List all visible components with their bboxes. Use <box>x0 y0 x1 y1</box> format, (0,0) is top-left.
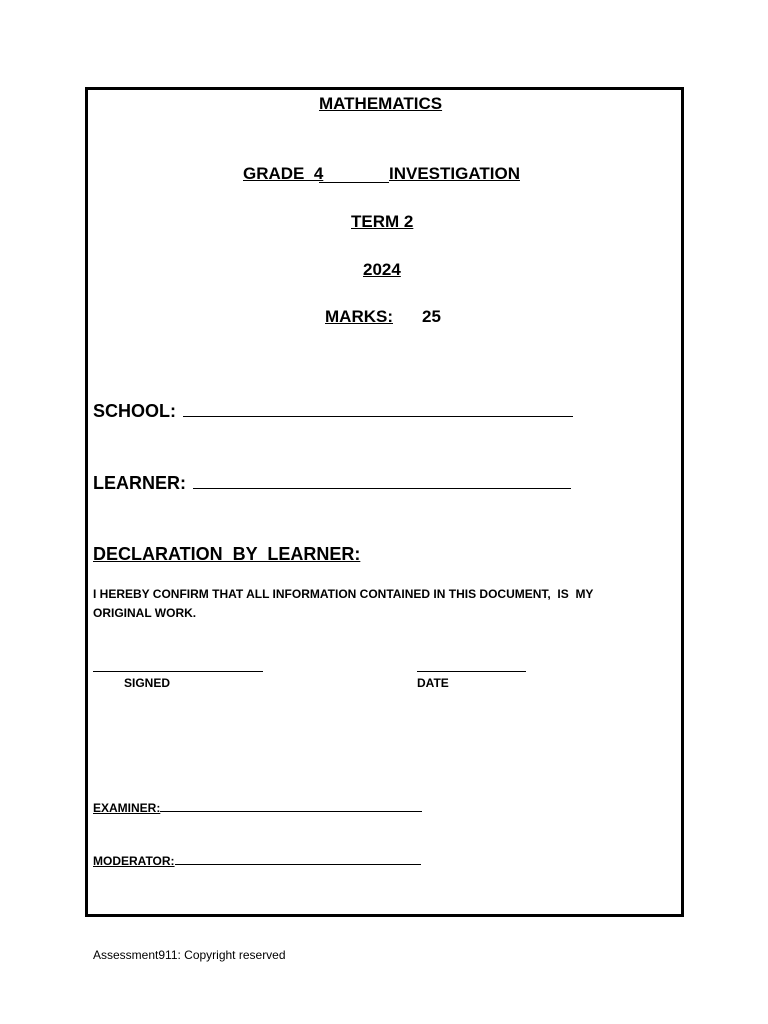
school-field <box>93 401 573 422</box>
declaration-text-line2: ORIGINAL WORK. <box>93 606 197 620</box>
marks-value: 25 <box>422 307 441 326</box>
grade-label: GRADE 4 <box>243 164 324 183</box>
moderator-field <box>93 854 421 868</box>
school-label: SCHOOL: <box>93 401 176 421</box>
signed-label: SIGNED <box>124 676 171 690</box>
learner-line <box>193 488 571 489</box>
signed-line <box>93 671 263 672</box>
examiner-field <box>93 801 422 815</box>
declaration-heading: DECLARATION BY LEARNER: <box>93 544 361 564</box>
copyright-footer: Assessment911: Copyright reserved <box>93 948 286 962</box>
subject-title: MATHEMATICS <box>319 94 443 113</box>
term-label: TERM 2 <box>351 212 414 231</box>
examiner-label: EXAMINER: <box>93 801 161 815</box>
date-line <box>417 671 526 672</box>
grade-task-underline-gap <box>319 166 389 183</box>
school-line <box>183 416 573 417</box>
moderator-label: MODERATOR: <box>93 854 175 868</box>
date-label: DATE <box>417 676 449 690</box>
year-label: 2024 <box>363 260 401 279</box>
declaration-text-line1: I HEREBY CONFIRM THAT ALL INFORMATION CONTAINED IN THIS DOCUMENT, IS MY <box>93 587 594 601</box>
task-label: INVESTIGATION <box>389 164 520 183</box>
learner-label: LEARNER: <box>93 473 186 493</box>
moderator-line <box>175 864 421 865</box>
marks-label: MARKS: <box>325 307 393 326</box>
examiner-line <box>160 811 422 812</box>
learner-field <box>93 473 571 494</box>
